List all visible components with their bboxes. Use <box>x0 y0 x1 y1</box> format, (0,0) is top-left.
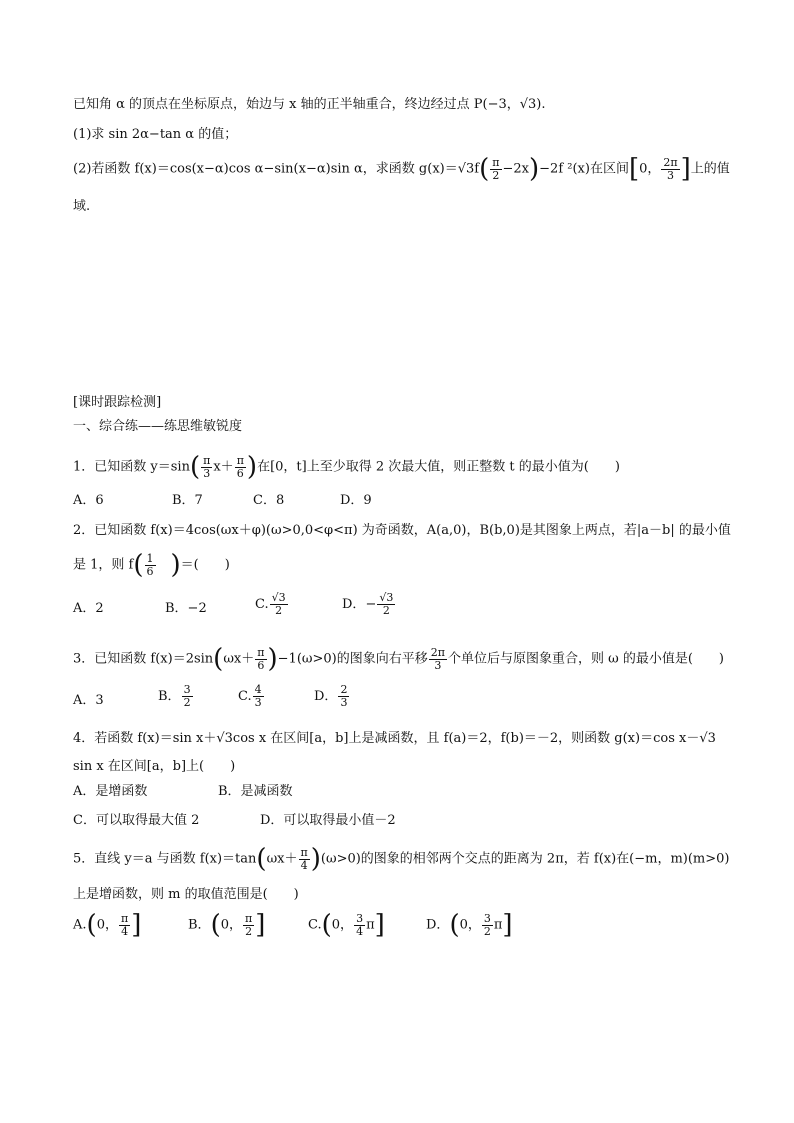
problem-4-option-b: B．是减函数 <box>218 784 293 799</box>
problem-1-option-a: A．6 <box>73 493 104 508</box>
problem-2-line-2: 是 1，则 f( $\frac{1}{6}$ )＝( ) <box>73 550 230 580</box>
problem-1-option-c: C．8 <box>253 493 285 508</box>
q2-fraction: $\frac{\pi}{2}$ <box>492 155 500 182</box>
problem-1: 1．已知函数 y＝sin( $\frac{\pi}{3}$ x＋ $\frac{\pi}{6}$ )在[0，t]上至少取得 2 次最大值，则正整数 t 的最小值为( ) <box>73 452 620 482</box>
problem-4-option-d: D．可以取得最小值－2 <box>260 813 396 828</box>
problem-4-line-1: 4．若函数 f(x)＝sin x＋√3cos x 在区间[a，b]上是减函数，且 f(a)＝2，f(b)＝－2，则函数 g(x)＝cos x－√3 <box>73 731 716 746</box>
section-subheader: 一、综合练——练思维敏锐度 <box>73 419 243 434</box>
problem-3-option-b: B． $\frac{3}{2}$ <box>158 683 191 709</box>
problem-3-option-d: D． $\frac{2}{3}$ <box>314 683 348 709</box>
problem-1-option-b: B．7 <box>172 493 203 508</box>
problem-5-option-a: A.(0， $\frac{\pi}{4}$ ] <box>73 910 142 940</box>
section-header: [课时跟踪检测] <box>73 395 162 410</box>
intro-question-2-end: 域. <box>73 199 91 214</box>
intro-line-1: 已知角 α 的顶点在坐标原点，始边与 x 轴的正半轴重合，终边经过点 P(−3，√3). <box>73 97 546 112</box>
problem-5-line-2: 上是增函数，则 m 的取值范围是( ) <box>73 887 299 902</box>
problem-1-option-d: D．9 <box>340 493 372 508</box>
problem-2-option-b: B．−2 <box>165 601 207 616</box>
problem-3-option-a: A．3 <box>73 693 104 708</box>
q2-text-a: (2)若函数 f(x)＝cos(x−α)cos α−sin(x−α)sin α，求函数 g(x)＝√3f <box>73 161 480 177</box>
problem-2-option-a: A．2 <box>73 601 104 616</box>
problem-5-line-1: 5．直线 y＝a 与函数 f(x)＝tan(ωx＋ $\frac{\pi}{4}$ )(ω>0)的图象的相邻两个交点的距离为 2π，若 f(x)在(−m，m)(m>0) <box>73 844 730 874</box>
problem-2-option-c: C. $\frac{√3}{2}$ <box>255 591 286 617</box>
problem-5-option-d: D．(0， $\frac{3}{2}$ π] <box>426 910 513 940</box>
problem-4-line-2: sin x 在区间[a，b]上( ) <box>73 759 236 774</box>
problem-4-option-c: C．可以取得最大值 2 <box>73 813 200 828</box>
problem-2-line-1: 2．已知函数 f(x)＝4cos(ωx＋φ)(ω>0,0<φ<π) 为奇函数，A(a,0)，B(b,0)是其图象上两点，若|a－b| 的最小值 <box>73 523 731 538</box>
problem-5-option-c: C.(0， $\frac{3}{4}$ π] <box>308 910 385 940</box>
problem-5-option-b: B．(0， $\frac{\pi}{2}$ ] <box>188 910 266 940</box>
problem-3-option-c: C. $\frac{4}{3}$ <box>238 683 262 709</box>
problem-3: 3．已知函数 f(x)＝2sin(ωx＋ $\frac{\pi}{6}$ )−1(ω>0)的图象向右平移 $\frac{2\pi}{3}$ 个单位后与原图象重合，则 ω 的最小值是( ) <box>73 644 724 674</box>
intro-question-2: (2)若函数 f(x)＝cos(x−α)cos α−sin(x−α)sin α，求函数 g(x)＝√3f( $\frac{\pi}{2}$ −2x)−2f ²(x)在区间[0， $\frac{2\pi}{3}$ ]上的值 <box>73 154 730 184</box>
problem-4-option-a: A．是增函数 <box>73 784 148 799</box>
problem-2-option-d: D．− $\frac{√3}{2}$ <box>342 591 394 617</box>
intro-question-1: (1)求 sin 2α−tan α 的值； <box>73 127 238 142</box>
q2-interval-fraction: $\frac{2\pi}{3}$ <box>663 155 678 182</box>
